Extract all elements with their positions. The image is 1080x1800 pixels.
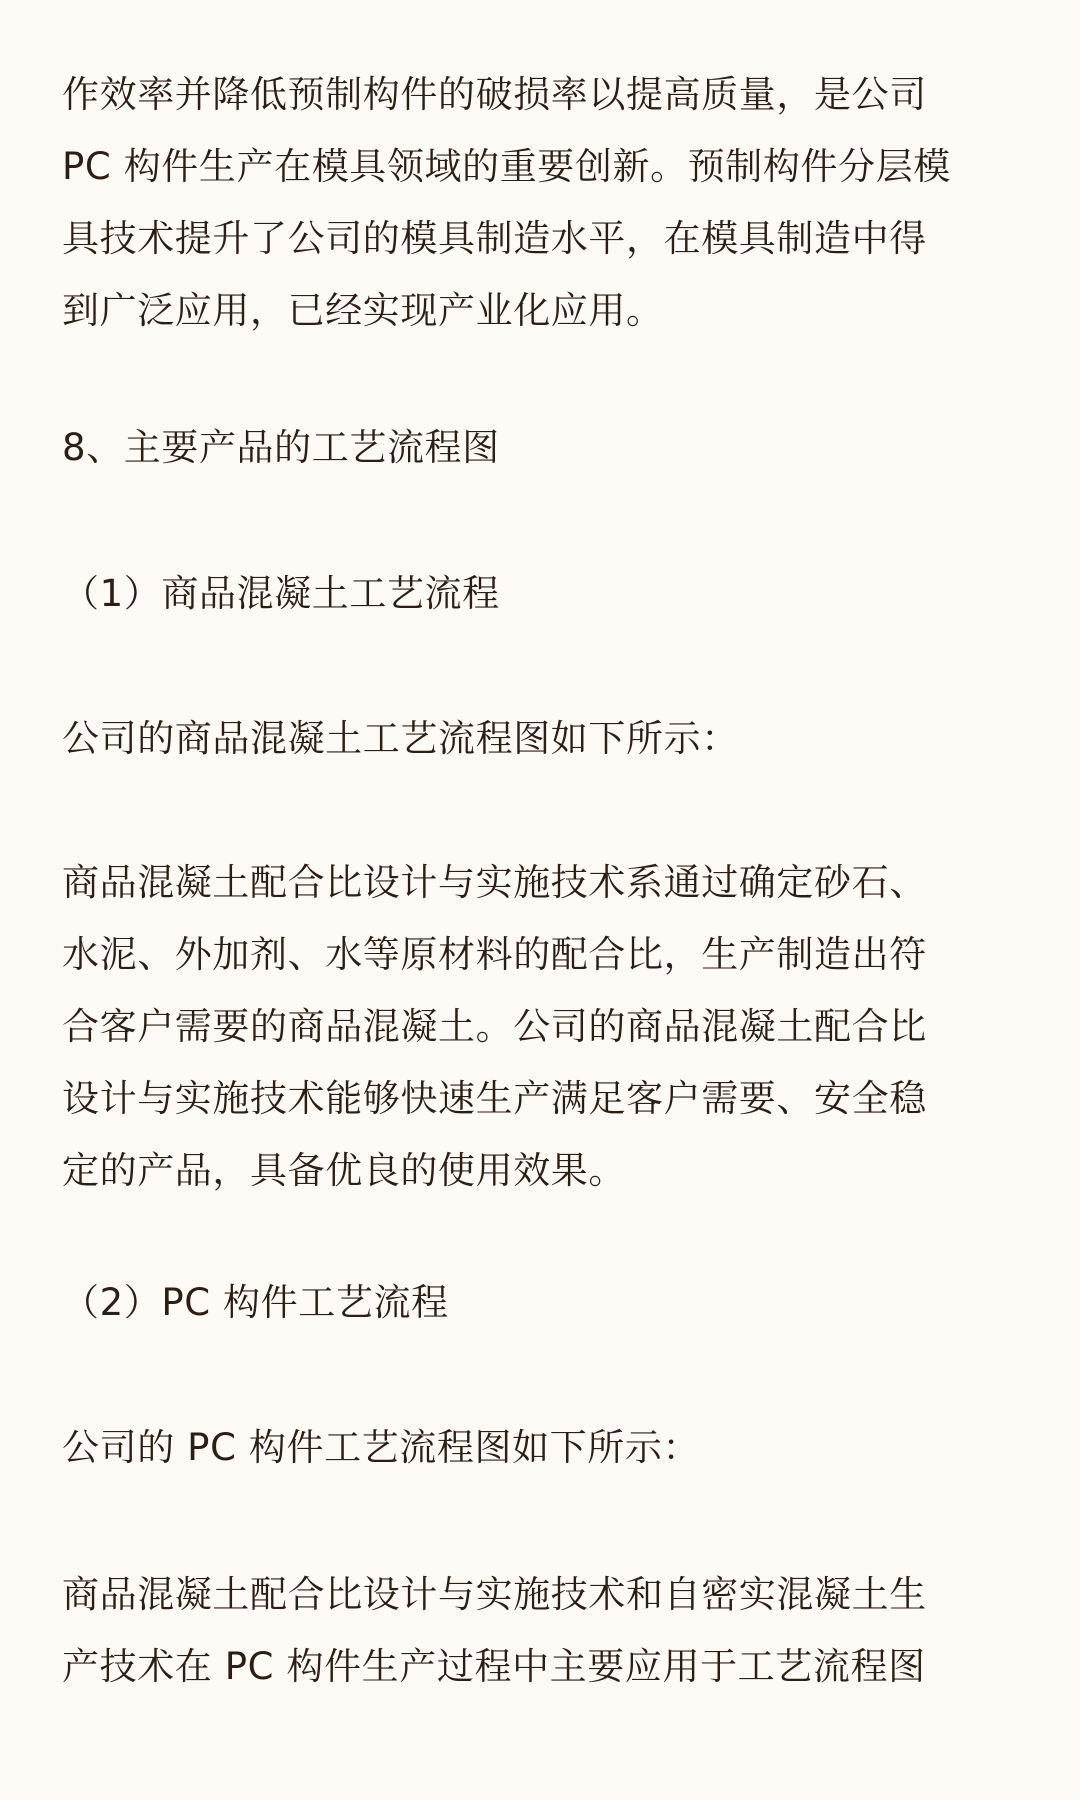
paragraph-line: 合客户需要的商品混凝土。公司的商品混凝土配合比: [62, 1005, 927, 1048]
paragraph-line: 设计与实施技术能够快速生产满足客户需要、安全稳: [62, 1077, 927, 1120]
paragraph-line: 定的产品，具备优良的使用效果。: [62, 1149, 626, 1192]
body-paragraph-concrete: [62, 847, 927, 1207]
paragraph-line: 具技术提升了公司的模具制造水平，在模具制造中得: [62, 217, 927, 260]
body-paragraph-pc: [62, 1559, 927, 1703]
paragraph-line: 到广泛应用，已经实现产业化应用。: [62, 289, 664, 332]
paragraph-line: 商品混凝土配合比设计与实施技术和自密实混凝土生: [62, 1573, 927, 1616]
section-heading: 8、主要产品的工艺流程图: [62, 426, 500, 469]
subsection-heading-concrete: （1）商品混凝土工艺流程: [62, 572, 500, 615]
figure-caption-concrete: 公司的商品混凝土工艺流程图如下所示：: [62, 717, 739, 760]
figure-caption-pc: 公司的 PC 构件工艺流程图如下所示：: [62, 1426, 701, 1469]
paragraph-line: 作效率并降低预制构件的破损率以提高质量，是公司: [62, 73, 927, 116]
intro-paragraph: [62, 59, 951, 347]
paragraph-line: 水泥、外加剂、水等原材料的配合比，生产制造出符: [62, 933, 927, 976]
paragraph-line: PC 构件生产在模具领域的重要创新。预制构件分层模: [62, 145, 951, 188]
paragraph-line: 商品混凝土配合比设计与实施技术系通过确定砂石、: [62, 861, 927, 904]
paragraph-line: 产技术在 PC 构件生产过程中主要应用于工艺流程图: [62, 1645, 926, 1688]
subsection-heading-pc: （2）PC 构件工艺流程: [62, 1281, 449, 1324]
